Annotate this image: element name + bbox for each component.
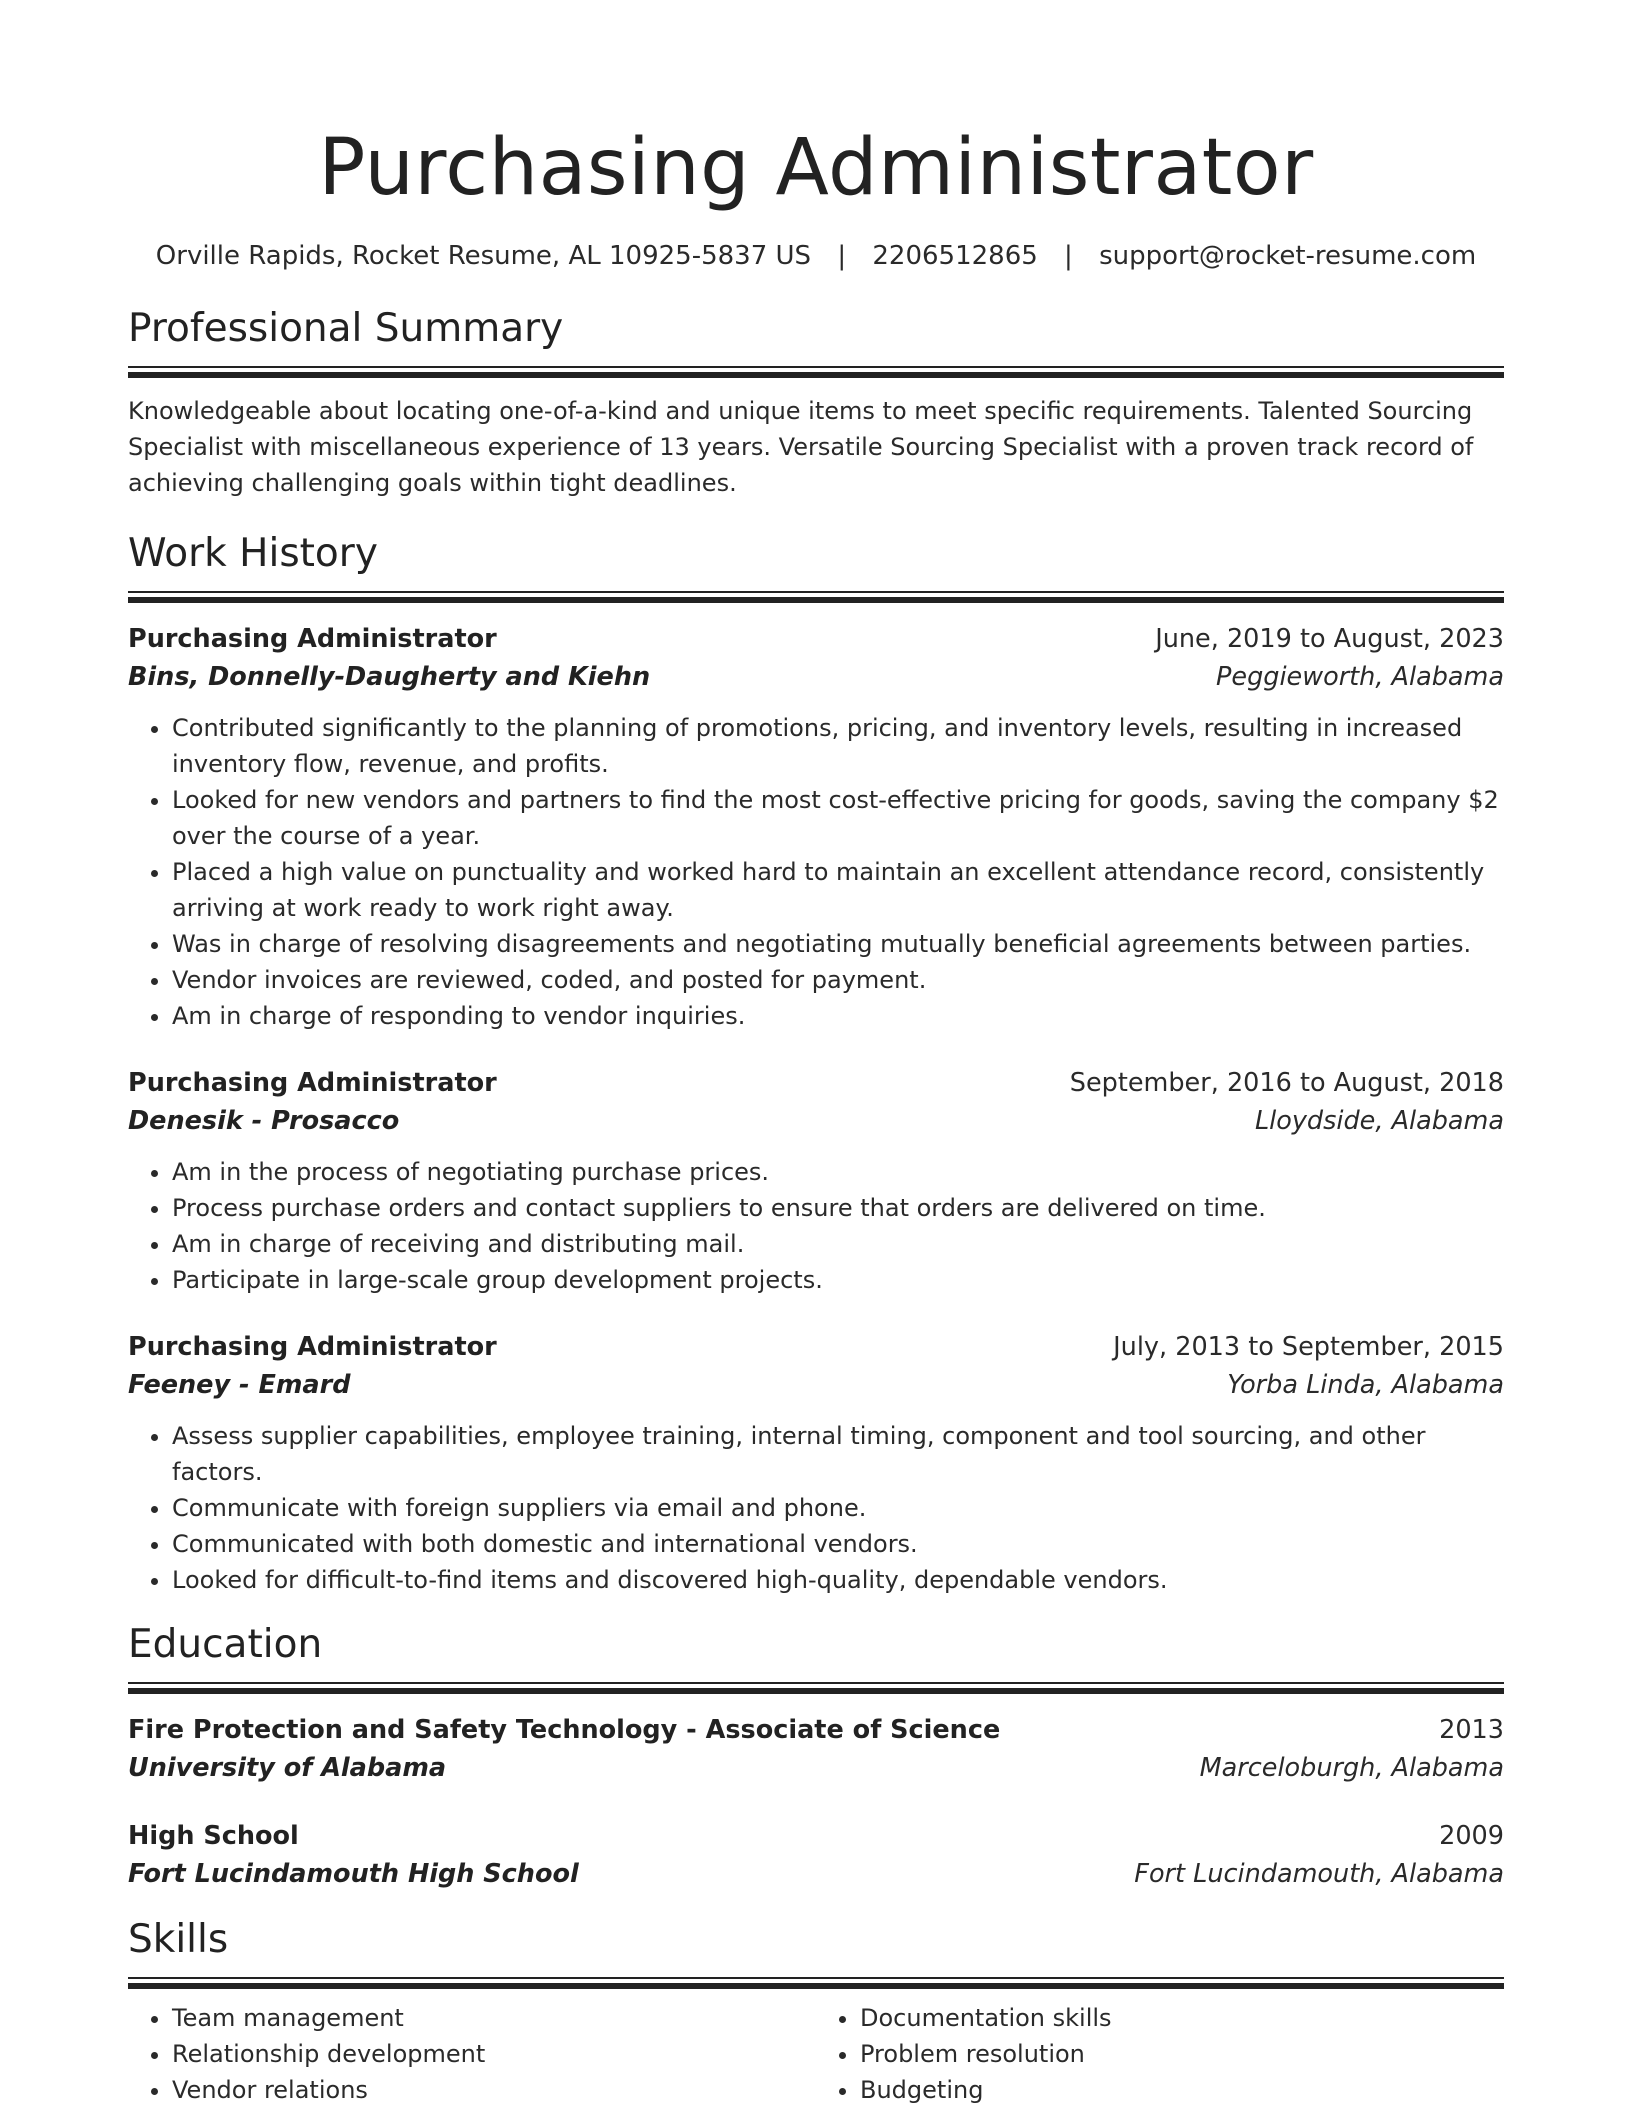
contact-separator: | bbox=[1064, 241, 1073, 271]
section-divider bbox=[128, 1977, 1504, 1988]
education-header-row bbox=[128, 1817, 1504, 1855]
skill-item: • Problem resolution bbox=[860, 2036, 1504, 2072]
skills-column-left bbox=[128, 2000, 816, 2108]
job-company-row bbox=[128, 658, 1504, 696]
skills-list-left bbox=[128, 2000, 816, 2108]
contact-line bbox=[128, 238, 1504, 274]
resume-name: Purchasing Administrator bbox=[318, 123, 1314, 213]
job-bullets bbox=[128, 1418, 1504, 1598]
skill-item: • Documentation skills bbox=[860, 2000, 1504, 2036]
education-school: Fort Lucindamouth High School bbox=[128, 1859, 579, 1889]
section-title-work-history: Work History bbox=[128, 531, 378, 576]
job-bullet: • Communicated with both domestic and international vendors. bbox=[172, 1526, 1504, 1562]
education-header-row bbox=[128, 1711, 1504, 1749]
education-location: Fort Lucindamouth, Alabama bbox=[1134, 1859, 1504, 1889]
job-bullet: • Communicate with foreign suppliers via email and phone. bbox=[172, 1490, 1504, 1526]
job-title: Purchasing Administrator bbox=[128, 1068, 497, 1098]
education-entry bbox=[128, 1817, 1504, 1893]
job-bullet: • Placed a high value on punctuality and worked hard to maintain an excellent attendance record, consistently arriving at work ready to work right away. bbox=[172, 854, 1504, 926]
job-header-row bbox=[128, 620, 1504, 658]
skill-item: • Team management bbox=[172, 2000, 816, 2036]
job-bullet: • Vendor invoices are reviewed, coded, and posted for payment. bbox=[172, 962, 1504, 998]
contact-address: Orville Rapids, Rocket Resume, AL 10925-5837 US bbox=[155, 241, 812, 271]
education-location: Marceloburgh, Alabama bbox=[1199, 1753, 1504, 1783]
skills-list-right bbox=[816, 2000, 1504, 2108]
skill-item: • Budgeting bbox=[860, 2072, 1504, 2108]
education-school-row bbox=[128, 1855, 1504, 1893]
job-company: Denesik - Prosacco bbox=[128, 1106, 400, 1136]
job-company-row bbox=[128, 1366, 1504, 1404]
job-dates: July, 2013 to September, 2015 bbox=[1113, 1332, 1504, 1362]
job-entry bbox=[128, 1064, 1504, 1298]
job-dates: June, 2019 to August, 2023 bbox=[1155, 624, 1504, 654]
job-bullet: • Was in charge of resolving disagreements and negotiating mutually beneficial agreements between parties. bbox=[172, 926, 1504, 962]
job-location: Peggieworth, Alabama bbox=[1216, 662, 1504, 692]
job-bullet: • Am in charge of responding to vendor inquiries. bbox=[172, 998, 1504, 1034]
job-header-row bbox=[128, 1328, 1504, 1366]
skill-item: • Relationship development bbox=[172, 2036, 816, 2072]
education-degree: Fire Protection and Safety Technology - Associate of Science bbox=[128, 1715, 1001, 1745]
skills-grid bbox=[128, 2000, 1504, 2108]
job-bullets bbox=[128, 1154, 1504, 1298]
section-title-skills: Skills bbox=[128, 1917, 229, 1962]
job-bullet: • Am in charge of receiving and distributing mail. bbox=[172, 1226, 1504, 1262]
contact-email: support@rocket-resume.com bbox=[1099, 241, 1477, 271]
education-year: 2009 bbox=[1439, 1821, 1504, 1851]
skill-item: • Vendor relations bbox=[172, 2072, 816, 2108]
education-year: 2013 bbox=[1439, 1715, 1504, 1745]
job-company: Bins, Donnelly-Daugherty and Kiehn bbox=[128, 662, 651, 692]
section-divider bbox=[128, 1682, 1504, 1693]
job-entry bbox=[128, 1328, 1504, 1598]
education-degree: High School bbox=[128, 1821, 299, 1851]
job-bullet: • Participate in large-scale group development projects. bbox=[172, 1262, 1504, 1298]
skills-section bbox=[128, 1915, 1504, 2108]
section-title-education: Education bbox=[128, 1622, 323, 1667]
job-bullet: • Assess supplier capabilities, employee training, internal timing, component and tool sourcing, and other factors. bbox=[172, 1418, 1504, 1490]
skills-column-right bbox=[816, 2000, 1504, 2108]
job-dates: September, 2016 to August, 2018 bbox=[1069, 1068, 1504, 1098]
job-company: Feeney - Emard bbox=[128, 1370, 351, 1400]
education-school: University of Alabama bbox=[128, 1753, 447, 1783]
job-title: Purchasing Administrator bbox=[128, 1332, 497, 1362]
education-school-row bbox=[128, 1749, 1504, 1787]
job-bullet: • Contributed significantly to the planning of promotions, pricing, and inventory levels, resulting in increased inventory flow, revenue, and profits. bbox=[172, 710, 1504, 782]
contact-phone: 2206512865 bbox=[872, 241, 1038, 271]
contact-separator: | bbox=[837, 241, 847, 271]
section-divider bbox=[128, 591, 1504, 602]
job-company-row bbox=[128, 1102, 1504, 1140]
education-section bbox=[128, 1620, 1504, 1893]
job-title: Purchasing Administrator bbox=[128, 624, 497, 654]
job-location: Yorba Linda, Alabama bbox=[1227, 1370, 1504, 1400]
work-history-section bbox=[128, 529, 1504, 1598]
section-title-summary: Professional Summary bbox=[128, 306, 564, 351]
summary-text: Knowledgeable about locating one-of-a-kind and unique items to meet specific requirements. Talented Sourcing Specialist with miscellaneous experience of 13 years. Versatile Sourcing Specialist with a proven track record of achieving challenging goals within tight deadlines. bbox=[128, 397, 1474, 497]
section-divider bbox=[128, 366, 1504, 377]
job-bullets bbox=[128, 710, 1504, 1034]
job-bullet: • Am in the process of negotiating purchase prices. bbox=[172, 1154, 1504, 1190]
job-bullet: • Process purchase orders and contact suppliers to ensure that orders are delivered on time. bbox=[172, 1190, 1504, 1226]
job-header-row bbox=[128, 1064, 1504, 1102]
job-bullet: • Looked for new vendors and partners to find the most cost-effective pricing for goods, saving the company $2 over the course of a year. bbox=[172, 782, 1504, 854]
education-entry bbox=[128, 1711, 1504, 1787]
job-location: Lloydside, Alabama bbox=[1254, 1106, 1504, 1136]
job-entry bbox=[128, 620, 1504, 1034]
summary-section bbox=[128, 304, 1504, 501]
job-bullet: • Looked for difficult-to-find items and discovered high-quality, dependable vendors. bbox=[172, 1562, 1504, 1598]
